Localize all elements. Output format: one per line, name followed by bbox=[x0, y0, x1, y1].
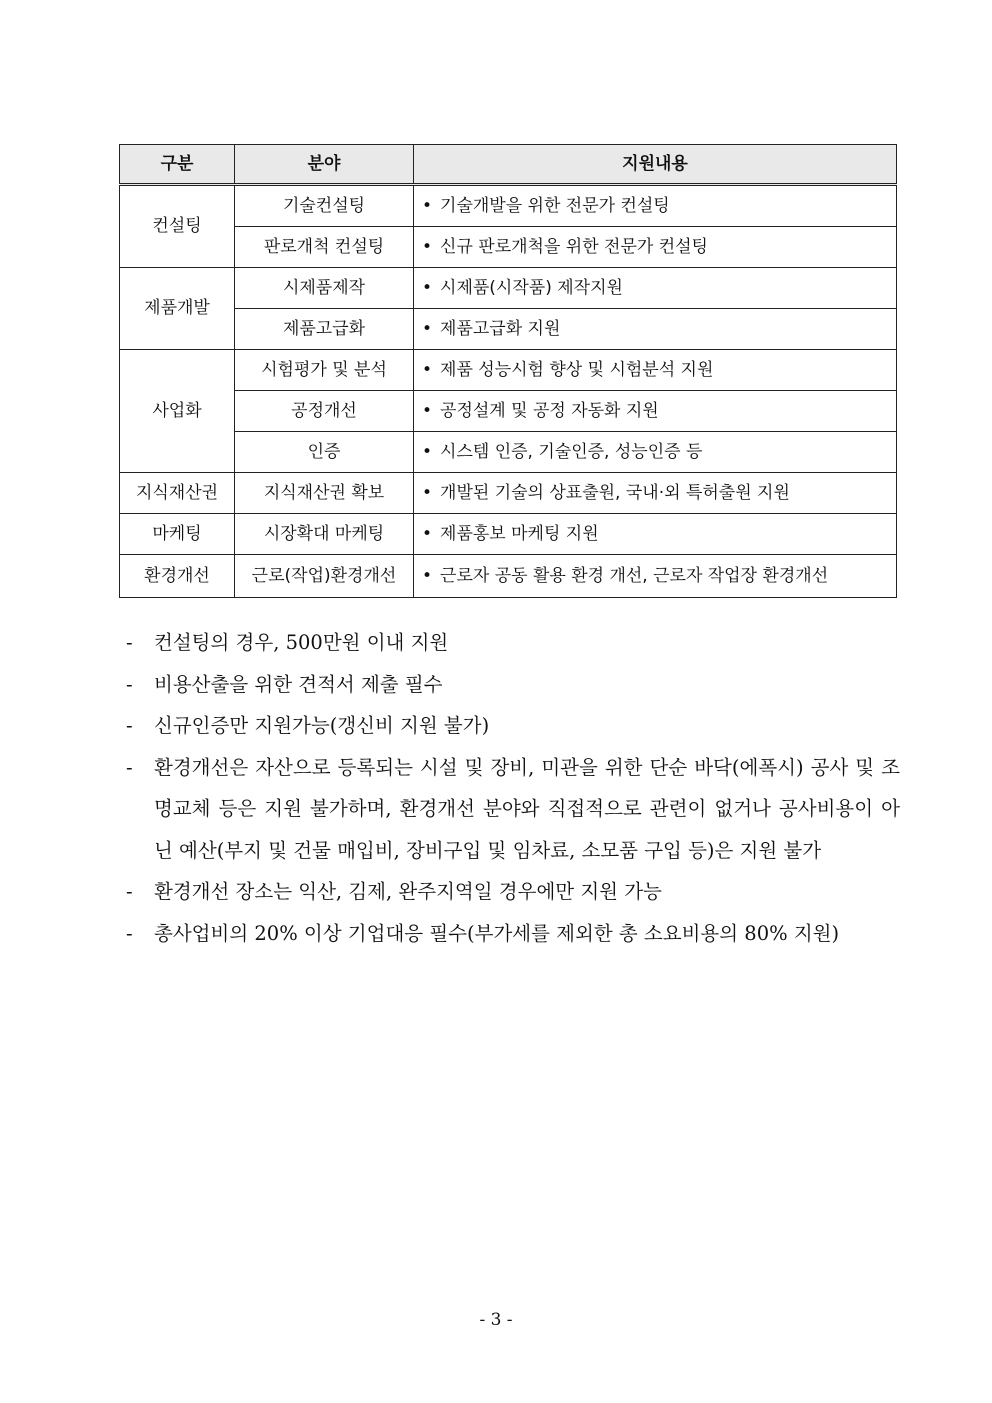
content-text: 신규 판로개척을 위한 전문가 컨설팅 bbox=[440, 236, 708, 257]
table-row bbox=[120, 227, 897, 268]
category-cell: 사업화 bbox=[120, 350, 235, 473]
dash-marker: - bbox=[126, 714, 133, 737]
category-cell: 제품개발 bbox=[120, 268, 235, 350]
dash-marker: - bbox=[126, 921, 133, 945]
table-row bbox=[120, 268, 897, 309]
bullet-icon: • bbox=[422, 359, 433, 380]
bullet-icon: • bbox=[422, 565, 433, 586]
content-text: 제품고급화 지원 bbox=[440, 318, 561, 339]
content-text: 제품홍보 마케팅 지원 bbox=[440, 523, 599, 544]
note-text: 총사업비의 20% 이상 기업대응 필수(부가세를 제외한 총 소요비용의 80% 지원) bbox=[154, 921, 840, 945]
note-text: 비용산출을 위한 견적서 제출 필수 bbox=[154, 672, 443, 696]
content-cell bbox=[414, 185, 897, 227]
bullet-icon: • bbox=[422, 523, 433, 544]
content-cell bbox=[414, 555, 897, 598]
content-text: 제품 성능시험 향상 및 시험분석 지원 bbox=[440, 359, 714, 380]
table-row bbox=[120, 185, 897, 227]
table-row bbox=[120, 555, 897, 598]
dash-marker: - bbox=[126, 631, 133, 654]
table-row bbox=[120, 473, 897, 514]
note-item bbox=[124, 871, 900, 913]
content-cell bbox=[414, 391, 897, 432]
category-cell: 지식재산권 bbox=[120, 473, 235, 514]
field-cell: 근로(작업)환경개선 bbox=[235, 555, 414, 598]
dash-marker: - bbox=[126, 880, 133, 903]
category-cell: 환경개선 bbox=[120, 555, 235, 598]
field-cell: 인증 bbox=[235, 432, 414, 473]
content-cell bbox=[414, 350, 897, 391]
note-text: 환경개선은 자산으로 등록되는 시설 및 장비, 미관을 위한 단순 바닥(에폭시) 공사 및 조명교체 등은 지원 불가하며, 환경개선 분야와 직접적으로 관련이 없거나 공사비용이 아닌 예산(부지 및 건물 매입비, 장비구입 및 임차료, 소모품 구입 등)은 지원 불가 bbox=[154, 755, 900, 862]
table-row bbox=[120, 514, 897, 555]
content-text: 개발된 기술의 상표출원, 국내·외 특허출원 지원 bbox=[440, 482, 790, 503]
note-item bbox=[124, 664, 900, 706]
dash-marker: - bbox=[126, 755, 133, 779]
field-cell: 시험평가 및 분석 bbox=[235, 350, 414, 391]
content-text: 시제품(시작품) 제작지원 bbox=[440, 277, 623, 298]
content-text: 시스템 인증, 기술인증, 성능인증 등 bbox=[440, 441, 703, 462]
bullet-icon: • bbox=[422, 400, 433, 421]
content-text: 공정설계 및 공정 자동화 지원 bbox=[440, 400, 659, 421]
content-cell bbox=[414, 514, 897, 555]
field-cell: 공정개선 bbox=[235, 391, 414, 432]
note-item bbox=[124, 913, 900, 955]
bullet-icon: • bbox=[422, 277, 433, 298]
content-cell bbox=[414, 473, 897, 514]
content-cell bbox=[414, 268, 897, 309]
note-text: 신규인증만 지원가능(갱신비 지원 불가) bbox=[154, 714, 490, 737]
content-cell bbox=[414, 227, 897, 268]
notes-list bbox=[124, 622, 900, 954]
content-text: 기술개발을 위한 전문가 컨설팅 bbox=[440, 195, 670, 216]
dash-marker: - bbox=[126, 672, 133, 696]
bullet-icon: • bbox=[422, 441, 433, 462]
bullet-icon: • bbox=[422, 318, 433, 339]
note-text: 환경개선 장소는 익산, 김제, 완주지역일 경우에만 지원 가능 bbox=[154, 880, 662, 903]
content-cell bbox=[414, 309, 897, 350]
bullet-icon: • bbox=[422, 482, 433, 503]
field-cell: 제품고급화 bbox=[235, 309, 414, 350]
field-cell: 시제품제작 bbox=[235, 268, 414, 309]
field-cell: 지식재산권 확보 bbox=[235, 473, 414, 514]
header-content: 지원내용 bbox=[414, 145, 897, 185]
field-cell: 시장확대 마케팅 bbox=[235, 514, 414, 555]
content-text: 근로자 공동 활용 환경 개선, 근로자 작업장 환경개선 bbox=[440, 565, 829, 586]
table-row bbox=[120, 309, 897, 350]
support-table bbox=[119, 144, 897, 598]
table-row bbox=[120, 391, 897, 432]
note-item bbox=[124, 622, 900, 664]
table-header-row bbox=[120, 145, 897, 185]
table-row bbox=[120, 432, 897, 473]
header-category: 구분 bbox=[120, 145, 235, 185]
category-cell: 컨설팅 bbox=[120, 185, 235, 268]
note-item bbox=[124, 705, 900, 747]
table-row bbox=[120, 350, 897, 391]
note-text: 컨설팅의 경우, 500만원 이내 지원 bbox=[154, 631, 449, 654]
bullet-icon: • bbox=[422, 236, 433, 257]
field-cell: 판로개척 컨설팅 bbox=[235, 227, 414, 268]
header-field: 분야 bbox=[235, 145, 414, 185]
content-cell bbox=[414, 432, 897, 473]
page-number: - 3 - bbox=[479, 1310, 513, 1330]
bullet-icon: • bbox=[422, 195, 433, 216]
field-cell: 기술컨설팅 bbox=[235, 185, 414, 227]
category-cell: 마케팅 bbox=[120, 514, 235, 555]
note-item bbox=[124, 747, 900, 872]
